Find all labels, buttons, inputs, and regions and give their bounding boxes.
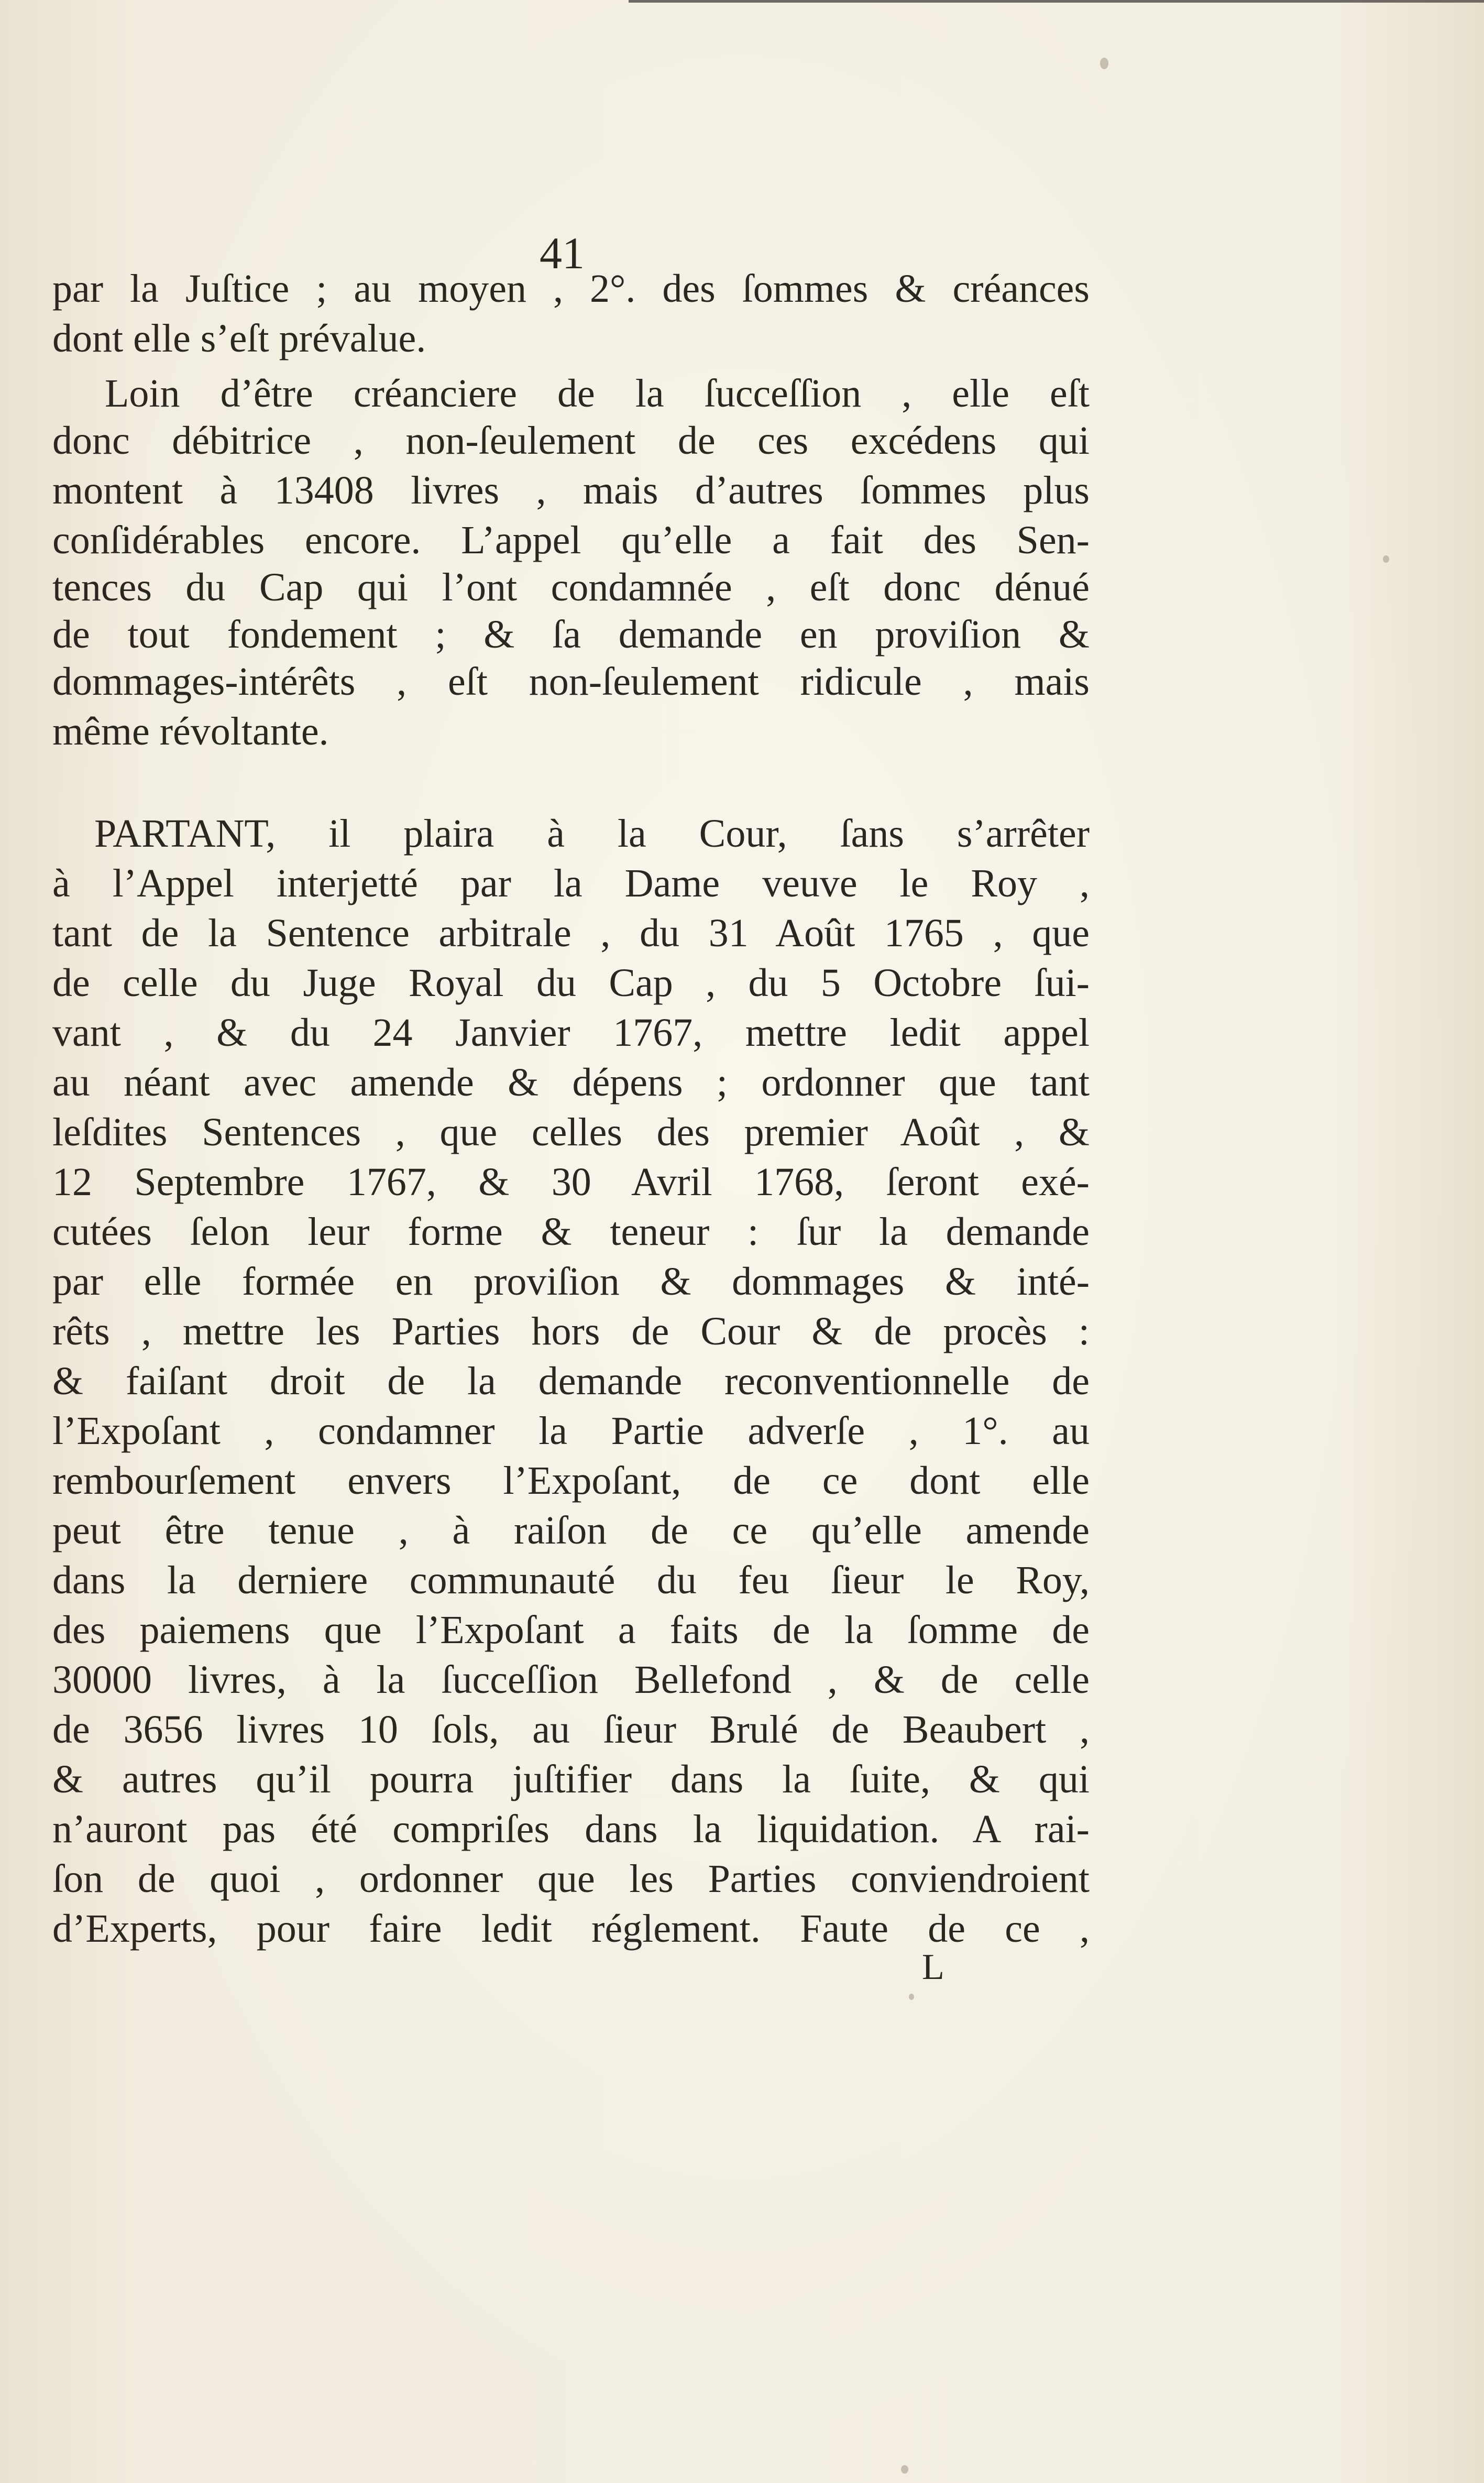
text-line: rêts , mettre les Parties hors de Cour & de procès : xyxy=(52,1309,1090,1353)
text-line: rembourſement envers l’Expoſant, de ce dont elle xyxy=(52,1459,1090,1503)
text-line: dans la derniere communauté du feu ſieur le Roy, xyxy=(52,1558,1090,1602)
text-line: conſidérables encore. L’appel qu’elle a fait des Sen- xyxy=(52,518,1090,562)
text-line: 12 Septembre 1767, & 30 Avril 1768, ſeront exé- xyxy=(52,1160,1090,1204)
paper-speck xyxy=(1100,58,1108,69)
text-line: & autres qu’il pourra juſtifier dans la ſuite, & qui xyxy=(52,1757,1090,1801)
text-line: de celle du Juge Royal du Cap , du 5 Octobre ſui- xyxy=(52,961,1090,1005)
text-line: n’auront pas été compriſes dans la liquidation. A rai- xyxy=(52,1807,1090,1851)
paper-speck xyxy=(1383,555,1389,563)
signature-mark: L xyxy=(922,1947,944,1987)
text-line: par la Juſtice ; au moyen , 2°. des ſommes & créances xyxy=(52,267,1090,311)
text-line: même révoltante. xyxy=(52,709,329,753)
paper-speck xyxy=(909,1994,914,2000)
text-line: d’Experts, pour faire ledit réglement. Faute de ce , xyxy=(52,1907,1090,1951)
text-line: leſdites Sentences , que celles des premier Août , & xyxy=(52,1110,1090,1154)
text-line: de 3656 livres 10 ſols, au ſieur Brulé de Beaubert , xyxy=(52,1708,1090,1752)
text-line: tences du Cap qui l’ont condamnée , eſt donc dénué xyxy=(52,565,1090,609)
text-line: cutées ſelon leur forme & teneur : ſur la demande xyxy=(52,1210,1090,1254)
text-line: peut être tenue , à raiſon de ce qu’elle amende xyxy=(52,1508,1090,1552)
text-line: ſon de quoi , ordonner que les Parties conviendroient xyxy=(52,1857,1090,1901)
text-line: 30000 livres, à la ſucceſſion Bellefond , & de celle xyxy=(52,1658,1090,1702)
text-line: dont elle s’eſt prévalue. xyxy=(52,316,426,360)
text-line: donc débitrice , non-ſeulement de ces excédens qui xyxy=(52,419,1090,463)
text-line: vant , & du 24 Janvier 1767, mettre ledit appel xyxy=(52,1011,1090,1055)
text-line: à l’Appel interjetté par la Dame veuve le Roy , xyxy=(52,861,1090,905)
text-line: & faiſant droit de la demande reconventionnelle de xyxy=(52,1359,1090,1403)
text-line: dommages-intérêts , eſt non-ſeulement ridicule , mais xyxy=(52,660,1090,704)
text-line: de tout fondement ; & ſa demande en proviſion & xyxy=(52,612,1090,657)
text-line: Loin d’être créanciere de la ſucceſſion , elle eſt xyxy=(105,371,1090,415)
text-line: PARTANT, il plaira à la Cour, ſans s’arrêter xyxy=(94,812,1090,856)
text-line: montent à 13408 livres , mais d’autres ſommes plus xyxy=(52,468,1090,512)
text-line: par elle formée en proviſion & dommages & inté- xyxy=(52,1260,1090,1304)
text-line: l’Expoſant , condamner la Partie adverſe , 1°. au xyxy=(52,1409,1090,1453)
text-line: tant de la Sentence arbitrale , du 31 Août 1765 , que xyxy=(52,911,1090,955)
paper-speck xyxy=(901,2465,908,2474)
text-line: des paiemens que l’Expoſant a faits de la ſomme de xyxy=(52,1608,1090,1652)
page-top-edge xyxy=(629,0,1484,11)
page-number: 41 xyxy=(540,228,585,278)
text-line: au néant avec amende & dépens ; ordonner que tant xyxy=(52,1060,1090,1104)
